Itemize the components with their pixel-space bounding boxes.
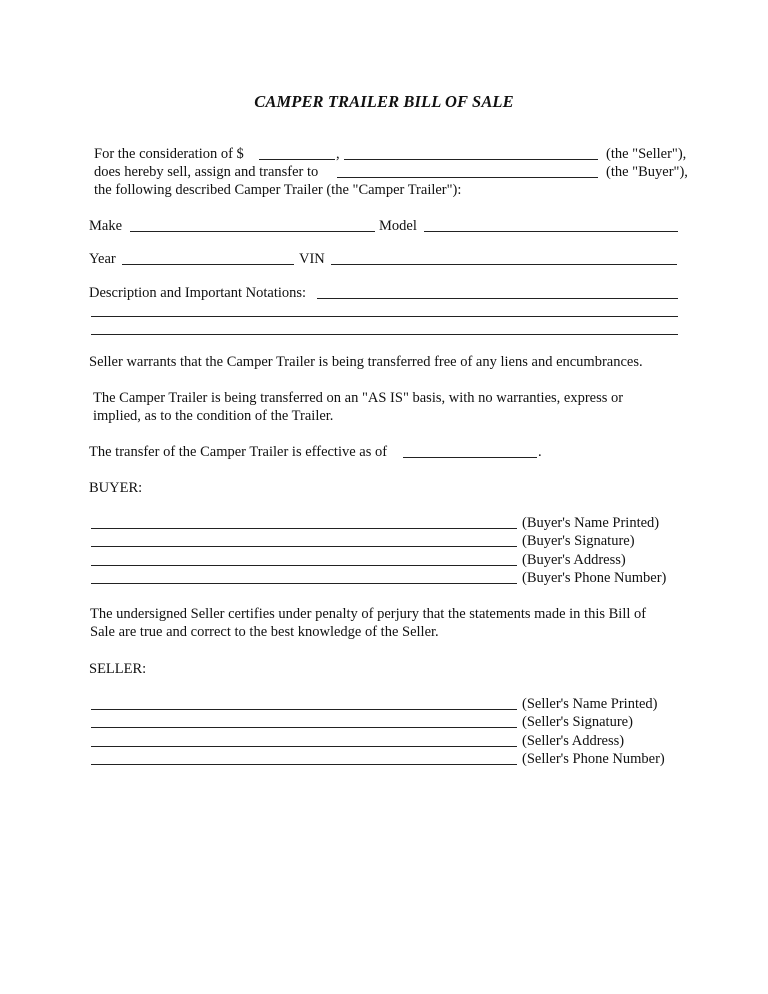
buyer-name-intro-field[interactable] (337, 177, 598, 178)
seller-phone-field[interactable] (91, 764, 517, 765)
transfer-label: does hereby sell, assign and transfer to (94, 164, 319, 180)
buyer-name-caption: (Buyer's Name Printed) (522, 515, 660, 531)
description-field-line-2[interactable] (91, 316, 678, 317)
trailer-description-intro: the following described Camper Trailer (the "Camper Trailer"): (94, 182, 462, 198)
seller-signature-caption: (Seller's Signature) (522, 714, 633, 730)
vin-field[interactable] (331, 264, 677, 265)
buyer-signature-caption: (Buyer's Signature) (522, 533, 635, 549)
buyer-address-field[interactable] (91, 565, 517, 566)
seller-address-caption: (Seller's Address) (522, 733, 625, 749)
seller-name-caption: (Seller's Name Printed) (522, 696, 658, 712)
buyer-designation: (the "Buyer"), (606, 164, 688, 180)
make-label: Make (89, 218, 123, 234)
description-field-line-3[interactable] (91, 334, 678, 335)
buyer-heading: BUYER: (89, 480, 143, 496)
as-is-text-line-2: implied, as to the condition of the Trailer. (93, 408, 334, 424)
year-label: Year (89, 251, 116, 267)
effective-date-label: The transfer of the Camper Trailer is effective as of (89, 444, 388, 460)
vin-label: VIN (299, 251, 325, 267)
seller-designation: (the "Seller"), (606, 146, 687, 162)
seller-name-intro-field[interactable] (344, 159, 598, 160)
consideration-amount-field[interactable] (259, 159, 335, 160)
model-label: Model (379, 218, 417, 234)
consideration-label: For the consideration of $ (94, 146, 244, 162)
make-field[interactable] (130, 231, 375, 232)
buyer-address-caption: (Buyer's Address) (522, 552, 626, 568)
consideration-comma: , (336, 146, 340, 162)
liens-warranty-text: Seller warrants that the Camper Trailer is being transferred free of any liens and encumbrances. (89, 354, 643, 370)
seller-signature-field[interactable] (91, 727, 517, 728)
as-is-text-line-1: The Camper Trailer is being transferred on an "AS IS" basis, with no warranties, express or (93, 390, 624, 406)
year-field[interactable] (122, 264, 294, 265)
seller-heading: SELLER: (89, 661, 147, 677)
buyer-phone-field[interactable] (91, 583, 517, 584)
seller-name-field[interactable] (91, 709, 517, 710)
seller-phone-caption: (Seller's Phone Number) (522, 751, 665, 767)
seller-address-field[interactable] (91, 746, 517, 747)
certification-text-line-1: The undersigned Seller certifies under penalty of perjury that the statements made in this Bill of (90, 606, 647, 622)
effective-date-period: . (538, 444, 542, 460)
buyer-phone-caption: (Buyer's Phone Number) (522, 570, 667, 586)
buyer-name-field[interactable] (91, 528, 517, 529)
buyer-signature-field[interactable] (91, 546, 517, 547)
description-label: Description and Important Notations: (89, 285, 307, 301)
description-field-line-1[interactable] (317, 298, 678, 299)
certification-text-line-2: Sale are true and correct to the best knowledge of the Seller. (90, 624, 439, 640)
document-title: CAMPER TRAILER BILL OF SALE (254, 92, 514, 111)
model-field[interactable] (424, 231, 678, 232)
effective-date-field[interactable] (403, 457, 537, 458)
